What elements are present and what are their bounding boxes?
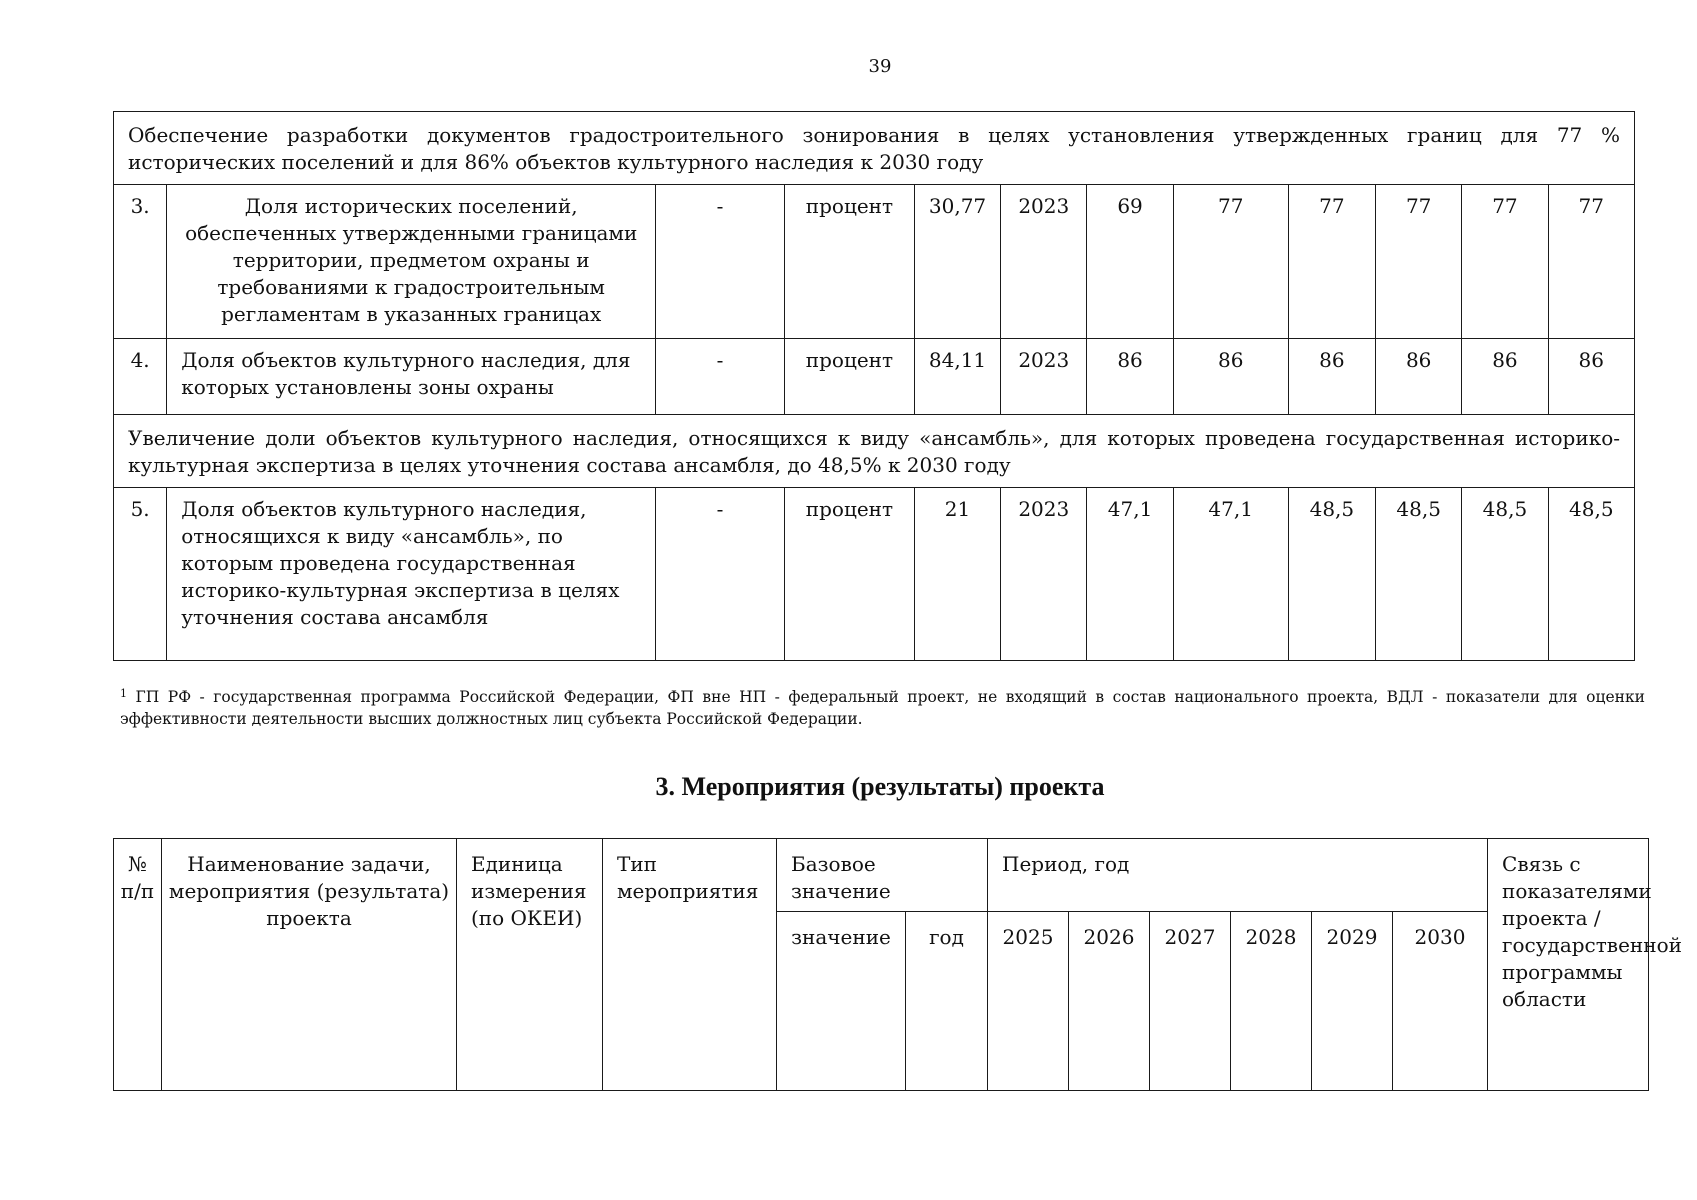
- value-2026: 77: [1173, 185, 1288, 339]
- indicator-name: Доля объектов культурного наследия, для которых установлены зоны охраны: [167, 339, 656, 415]
- footnote-text: ГП РФ - государственная программа Российской Федерации, ФП вне НП - федеральный проект, не входящий в состав национального проекта, ВДЛ - показатели для оценки эффективности деятельности высших должностных лиц субъекта Российской Федерации.: [120, 688, 1645, 728]
- indicator-level: -: [656, 185, 785, 339]
- header-year-2029: 2029: [1312, 912, 1393, 1091]
- value-2025: 86: [1087, 339, 1173, 415]
- base-value: 21: [914, 488, 1000, 661]
- value-2029: 77: [1462, 185, 1548, 339]
- header-unit: Единица измерения (по ОКЕИ): [457, 839, 603, 1091]
- section-heading-row: [114, 415, 1635, 488]
- section-heading: Увеличение доли объектов культурного наследия, относящихся к виду «ансамбль», для которых проведена государственная историко-культурная экспертиза в целях уточнения состава ансамбля, до 48,5% к 2030 году: [114, 415, 1635, 488]
- base-value: 30,77: [914, 185, 1000, 339]
- base-year: 2023: [1001, 339, 1087, 415]
- value-2026: 47,1: [1173, 488, 1288, 661]
- row-number: 4.: [114, 339, 167, 415]
- header-year-2025: 2025: [988, 912, 1069, 1091]
- table-row: [114, 488, 1635, 661]
- header-num: № п/п: [114, 839, 162, 1091]
- section-title: 3. Мероприятия (результаты) проекта: [655, 772, 1105, 801]
- footnote-mark: 1: [120, 687, 127, 700]
- value-2028: 86: [1376, 339, 1462, 415]
- indicator-level: -: [656, 488, 785, 661]
- value-2027: 77: [1288, 185, 1375, 339]
- value-2028: 48,5: [1376, 488, 1462, 661]
- header-period: Период, год: [988, 839, 1488, 912]
- section-heading: Обеспечение разработки документов градостроительного зонирования в целях установления утвержденных границ для 77 % исторических поселений и для 86% объектов культурного наследия к 2030 году: [114, 112, 1635, 185]
- header-row: [114, 839, 1649, 912]
- header-year-2027: 2027: [1150, 912, 1231, 1091]
- value-2028: 77: [1376, 185, 1462, 339]
- section-heading-row: [114, 112, 1635, 185]
- footnote: [120, 686, 1645, 730]
- indicator-name: Доля объектов культурного наследия, относящихся к виду «ансамбль», по которым проведена государственная историко-культурная экспертиза в целях уточнения состава ансамбля: [167, 488, 656, 661]
- base-value: 84,11: [914, 339, 1000, 415]
- header-base-year: год: [906, 912, 988, 1091]
- value-2027: 48,5: [1288, 488, 1375, 661]
- unit: процент: [784, 488, 914, 661]
- measures-table: [113, 838, 1682, 1091]
- indicators-table: [113, 111, 1635, 661]
- header-year-2028: 2028: [1231, 912, 1312, 1091]
- value-2025: 47,1: [1087, 488, 1173, 661]
- page-number: 39: [868, 56, 892, 77]
- value-2027: 86: [1288, 339, 1375, 415]
- indicator-name: Доля исторических поселений, обеспеченных утвержденными границами территории, предметом охраны и требованиями к градостроительным регламентам в указанных границах: [167, 185, 656, 339]
- value-2029: 86: [1462, 339, 1548, 415]
- unit: процент: [784, 339, 914, 415]
- header-type: Тип мероприятия: [603, 839, 777, 1091]
- header-year-2026: 2026: [1069, 912, 1150, 1091]
- unit: процент: [784, 185, 914, 339]
- value-2030: 77: [1548, 185, 1634, 339]
- indicator-level: -: [656, 339, 785, 415]
- header-link: Связь с показателями проекта / государственной программы области: [1488, 839, 1649, 1091]
- row-number: 5.: [114, 488, 167, 661]
- table-row: [114, 339, 1635, 415]
- value-2026: 86: [1173, 339, 1288, 415]
- row-number: 3.: [114, 185, 167, 339]
- header-base: Базовое значение: [777, 839, 988, 912]
- header-name: Наименование задачи, мероприятия (результата) проекта: [162, 839, 457, 1091]
- table-row: [114, 185, 1635, 339]
- value-2030: 48,5: [1548, 488, 1634, 661]
- value-2025: 69: [1087, 185, 1173, 339]
- value-2029: 48,5: [1462, 488, 1548, 661]
- header-year-2030: 2030: [1393, 912, 1488, 1091]
- value-2030: 86: [1548, 339, 1634, 415]
- base-year: 2023: [1001, 488, 1087, 661]
- base-year: 2023: [1001, 185, 1087, 339]
- header-base-value: значение: [777, 912, 906, 1091]
